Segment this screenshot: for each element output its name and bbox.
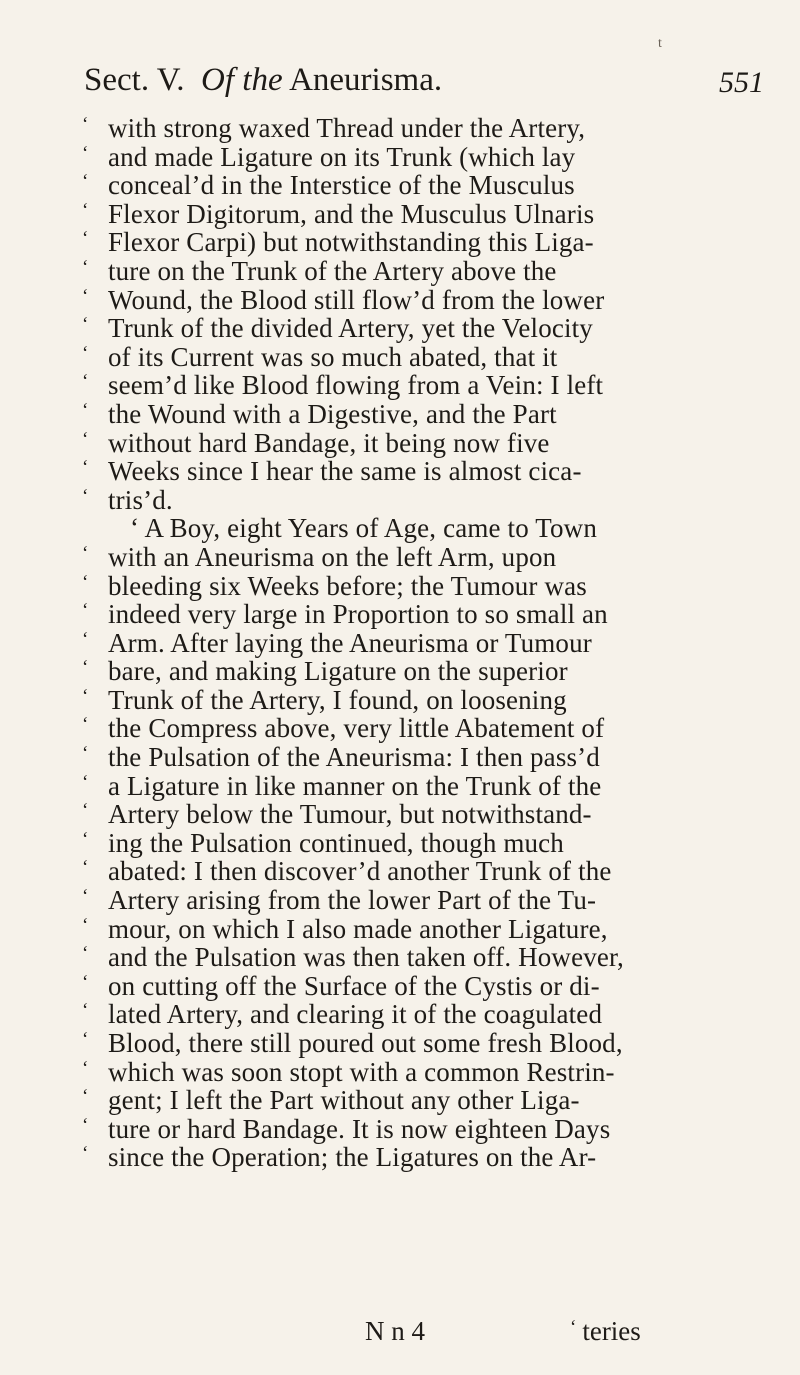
quote-mark: ‘ [82, 743, 89, 765]
line-text: which was soon stopt with a common Restrin- [108, 1056, 615, 1087]
corner-mark: t [658, 36, 662, 51]
section-label: Sect. V. [84, 62, 185, 98]
quote-mark: ‘ [82, 714, 89, 736]
line-text: Trunk of the divided Artery, yet the Velocity [108, 313, 593, 344]
text-line [82, 772, 764, 801]
text-line [82, 114, 764, 143]
line-text: the Pulsation of the Aneurisma: I then pass’d [108, 742, 600, 773]
line-text: Weeks since I hear the same is almost cica- [108, 456, 582, 487]
body-text [82, 114, 764, 1172]
line-text: indeed very large in Proportion to so small an [108, 599, 608, 630]
text-line [82, 886, 764, 915]
quote-mark: ‘ [82, 1143, 89, 1165]
text-line [82, 1086, 764, 1115]
line-text: abated: I then discover’d another Trunk of the [108, 856, 612, 887]
quote-mark: ‘ [82, 771, 89, 793]
text-line [82, 1143, 764, 1172]
text-line [82, 171, 764, 200]
line-text: since the Operation; the Ligatures on the Ar- [108, 1142, 597, 1173]
line-text: a Ligature in like manner on the Trunk of the [108, 770, 602, 801]
text-line [82, 543, 764, 572]
line-text: gent; I left the Part without any other Liga- [108, 1085, 580, 1116]
line-text: Flexor Digitorum, and the Musculus Ulnaris [108, 198, 595, 229]
text-line [82, 429, 764, 458]
quote-mark: ‘ [82, 285, 89, 307]
quote-mark: ‘ [82, 256, 89, 278]
catchword [570, 1316, 641, 1347]
line-text: the Compress above, very little Abatement of [108, 713, 605, 744]
text-line [82, 457, 764, 486]
text-line [82, 686, 764, 715]
line-text: Wound, the Blood still flow’d from the lower [108, 284, 605, 315]
text-line [82, 486, 764, 515]
text-line [82, 600, 764, 629]
quote-mark: ‘ [82, 428, 89, 450]
line-text: with strong waxed Thread under the Artery, [108, 113, 586, 143]
line-text: and made Ligature on its Trunk (which lay [108, 141, 576, 172]
line-text: of its Current was so much abated, that it [108, 341, 558, 372]
quote-mark: ‘ [82, 114, 89, 135]
line-text: on cutting off the Surface of the Cystis or di- [108, 970, 600, 1001]
quote-mark: ‘ [82, 971, 89, 993]
line-text: ture or hard Bandage. It is now eighteen Days [108, 1113, 611, 1144]
text-line [82, 200, 764, 229]
text-line [82, 257, 764, 286]
quote-mark: ‘ [82, 600, 89, 622]
signature-mark: N n 4 [365, 1316, 425, 1346]
line-text: Flexor Carpi) but notwithstanding this Liga- [108, 227, 594, 258]
quote-mark: ‘ [82, 571, 89, 593]
quote-mark: ‘ [82, 1114, 89, 1136]
quote-mark: ‘ [82, 800, 89, 822]
text-line [82, 314, 764, 343]
text-line [82, 743, 764, 772]
line-text: Artery arising from the lower Part of the Tu- [108, 885, 597, 916]
running-head-of-the: Of the [201, 62, 283, 98]
quote-mark: ‘ [82, 857, 89, 879]
running-head [84, 62, 442, 99]
quote-mark: ‘ [82, 628, 89, 650]
quote-mark: ‘ [82, 371, 89, 393]
line-text: ‘ A Boy, eight Years of Age, came to Town [130, 513, 597, 544]
line-text: with an Aneurisma on the left Arm, upon [108, 541, 557, 572]
line-text: seem’d like Blood flowing from a Vein: I left [108, 370, 604, 401]
quote-mark: ‘ [82, 142, 89, 164]
quote-mark: ‘ [82, 1029, 89, 1050]
text-line [82, 1058, 764, 1087]
quote-mark: ‘ [82, 1000, 89, 1022]
line-text: conceal’d in the Interstice of the Musculus [108, 170, 575, 201]
line-text: Artery below the Tumour, but notwithstand- [108, 799, 592, 830]
page-number: 551 [719, 66, 764, 99]
text-line [82, 915, 764, 944]
quote-mark: ‘ [82, 943, 89, 965]
quote-mark: ‘ [82, 199, 89, 221]
line-text: tris’d. [108, 484, 173, 515]
line-text: without hard Bandage, it being now five [108, 427, 550, 458]
text-line [82, 1029, 764, 1058]
line-text: ing the Pulsation continued, though much [108, 827, 564, 858]
text-line [82, 371, 764, 400]
text-line [82, 1000, 764, 1029]
quote-mark: ‘ [82, 342, 89, 364]
catchword-quote: ‘ [570, 1317, 577, 1338]
text-line [82, 286, 764, 315]
quote-mark: ‘ [82, 228, 89, 250]
quote-mark: ‘ [82, 886, 89, 908]
quote-mark: ‘ [82, 542, 89, 564]
page-footer [82, 1316, 764, 1348]
quote-mark: ‘ [82, 828, 89, 850]
line-text: bare, and making Ligature on the superior [108, 656, 568, 687]
quote-mark: ‘ [82, 1057, 89, 1079]
quote-mark: ‘ [82, 914, 89, 936]
line-text: Trunk of the Artery, I found, on loosening [108, 684, 567, 715]
quote-mark: ‘ [82, 399, 89, 421]
line-text: lated Artery, and clearing it of the coagulated [108, 999, 603, 1030]
text-line [82, 800, 764, 829]
text-line [82, 829, 764, 858]
quote-mark: ‘ [82, 1086, 89, 1108]
running-head-topic: Aneurisma. [289, 62, 443, 98]
text-line [82, 228, 764, 257]
catchword-text: teries [582, 1316, 641, 1346]
line-text: the Wound with a Digestive, and the Part [108, 398, 557, 429]
text-line [82, 972, 764, 1001]
text-line [82, 657, 764, 686]
text-line [82, 343, 764, 372]
text-line [82, 400, 764, 429]
text-line [82, 629, 764, 658]
line-text: and the Pulsation was then taken off. However, [108, 942, 624, 973]
quote-mark: ‘ [82, 457, 89, 479]
page-header [84, 62, 764, 112]
quote-mark: ‘ [82, 171, 89, 193]
line-text: bleeding six Weeks before; the Tumour was [108, 570, 587, 601]
line-text: Blood, there still poured out some fresh Blood, [108, 1028, 623, 1058]
quote-mark: ‘ [82, 485, 89, 507]
text-line [82, 857, 764, 886]
quote-mark: ‘ [82, 657, 89, 679]
text-line [82, 572, 764, 601]
quote-mark: ‘ [82, 685, 89, 707]
line-text: mour, on which I also made another Ligature, [108, 913, 608, 944]
line-text: ture on the Trunk of the Artery above the [108, 255, 557, 286]
text-line [82, 943, 764, 972]
text-line [82, 143, 764, 172]
text-line [82, 1115, 764, 1144]
text-line [82, 514, 764, 543]
quote-mark: ‘ [82, 314, 89, 336]
text-line [82, 714, 764, 743]
line-text: Arm. After laying the Aneurisma or Tumour [108, 627, 592, 658]
